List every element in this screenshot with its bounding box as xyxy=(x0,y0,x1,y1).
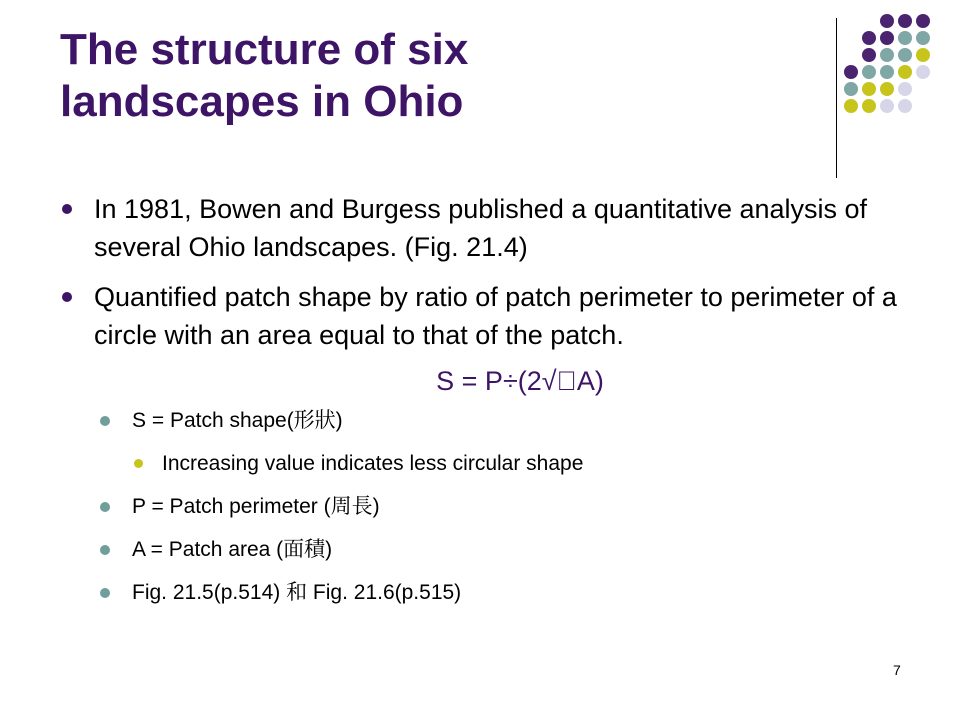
sub-sub-bullet-s-note: Increasing value indicates less circular shape xyxy=(60,450,920,478)
decorative-dot xyxy=(898,31,912,45)
dot-spacer xyxy=(844,14,858,28)
decorative-dot xyxy=(880,14,894,28)
decorative-dot xyxy=(880,65,894,79)
decorative-dot xyxy=(898,14,912,28)
sub-bullet-p-definition: P = Patch perimeter (周長) xyxy=(60,493,920,521)
dot-spacer xyxy=(844,31,858,45)
sub-bullet-a-definition: A = Patch area (面積) xyxy=(60,536,920,564)
slide-title-line-1: The structure of six xyxy=(60,25,469,74)
dot-spacer xyxy=(916,99,930,113)
decorative-dot xyxy=(916,48,930,62)
decorative-dot-pattern xyxy=(844,14,931,114)
dot-spacer xyxy=(844,48,858,62)
decorative-dot xyxy=(844,82,858,96)
decorative-dot xyxy=(862,31,876,45)
sub-bullet-figure-refs: Fig. 21.5(p.514) 和 Fig. 21.6(p.515) xyxy=(60,579,920,607)
dot-spacer xyxy=(916,82,930,96)
bullet-list xyxy=(60,190,920,622)
shape-formula: S = P÷(2√ A) xyxy=(436,366,604,396)
dot-spacer xyxy=(862,14,876,28)
decorative-dot xyxy=(862,82,876,96)
decorative-dot xyxy=(862,99,876,113)
decorative-dot xyxy=(880,99,894,113)
sub-bullet-s-definition: S = Patch shape(形狀) xyxy=(60,407,920,435)
decorative-dot xyxy=(898,48,912,62)
decorative-dot xyxy=(844,99,858,113)
decorative-dot xyxy=(916,65,930,79)
decorative-dot xyxy=(880,82,894,96)
decorative-dot xyxy=(862,48,876,62)
decorative-dot xyxy=(898,99,912,113)
page-number: 7 xyxy=(893,662,901,678)
decorative-dot xyxy=(916,14,930,28)
decorative-dot xyxy=(862,65,876,79)
decorative-dot xyxy=(898,65,912,79)
bullet-patch-shape: Quantified patch shape by ratio of patch perimeter to perimeter of a circle with an area equal to that of the patch. xyxy=(60,278,920,354)
decorative-dot xyxy=(916,31,930,45)
decorative-dot xyxy=(898,82,912,96)
slide-title-line-2: landscapes in Ohio xyxy=(60,76,464,126)
decorative-dot xyxy=(844,65,858,79)
decorative-dot xyxy=(880,31,894,45)
bullet-bowen-burgess: In 1981, Bowen and Burgess published a quantitative analysis of several Ohio landscapes. (Fig. 21.4) xyxy=(60,190,920,266)
title-divider-line xyxy=(836,18,837,178)
slide-title xyxy=(60,24,800,128)
decorative-dot xyxy=(880,48,894,62)
